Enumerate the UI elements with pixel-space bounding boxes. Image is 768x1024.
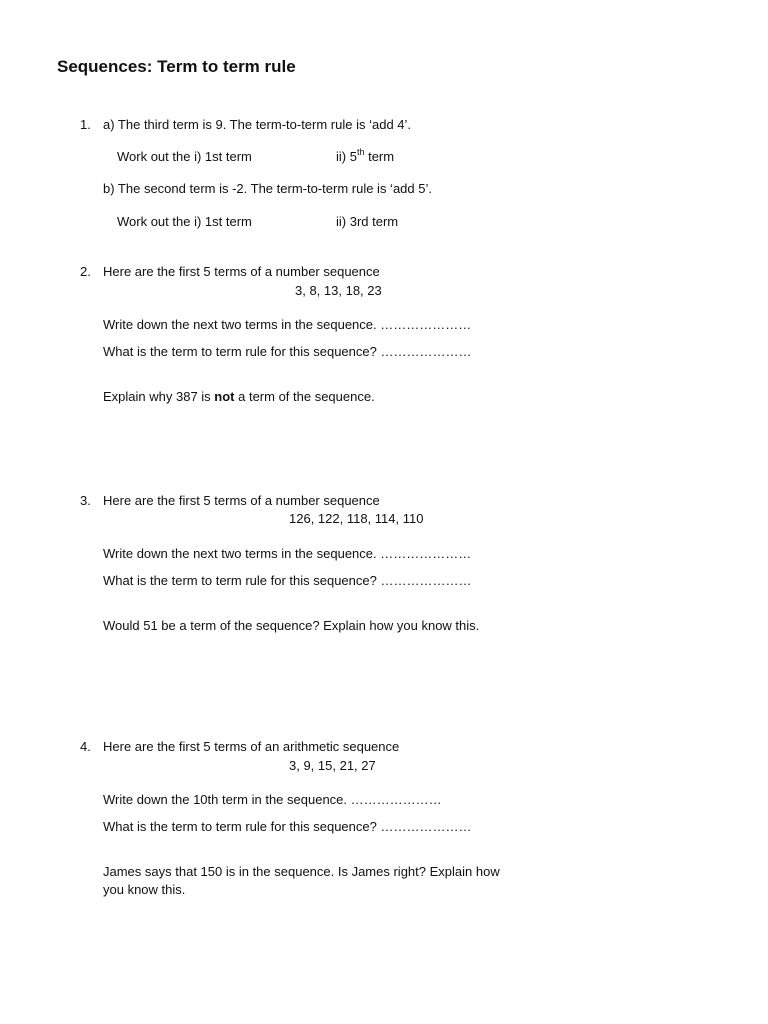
next-terms-prompt: Write down the next two terms in the sequence. ………………… bbox=[103, 546, 472, 561]
rule-prompt: What is the term to term rule for this sequence? ………………… bbox=[103, 819, 472, 834]
question-text: a) The third term is 9. The term-to-term rule is ‘add 4’. bbox=[103, 117, 412, 132]
question-intro: Here are the first 5 terms of an arithmetic sequence bbox=[103, 739, 400, 754]
page-title: Sequences: Term to term rule bbox=[57, 57, 296, 76]
explain-prefix: Explain why 387 is bbox=[103, 389, 215, 404]
explain-prompt: James says that 150 is in the sequence. Is James right? Explain how bbox=[103, 864, 500, 879]
tenth-term-prompt: Write down the 10th term in the sequence. ………………… bbox=[103, 792, 442, 807]
sequence-terms: 126, 122, 118, 114, 110 bbox=[289, 511, 424, 526]
question-number: 2. bbox=[80, 264, 91, 279]
sequence-terms: 3, 8, 13, 18, 23 bbox=[295, 283, 382, 298]
work-out-text: Work out the i) 1st term bbox=[117, 149, 252, 164]
explain-prompt bbox=[103, 389, 375, 405]
part-ii-suffix: term bbox=[364, 149, 395, 164]
question-number: 4. bbox=[80, 739, 91, 754]
part-ii-prefix: ii) 5 bbox=[336, 149, 357, 164]
question-number: 3. bbox=[80, 493, 91, 508]
work-out-text: Work out the i) 1st term bbox=[117, 214, 252, 229]
part-ii-text: ii) 3rd term bbox=[336, 214, 399, 229]
part-ii-text bbox=[336, 146, 395, 165]
explain-prompt: Would 51 be a term of the sequence? Explain how you know this. bbox=[103, 618, 480, 633]
explain-suffix: a term of the sequence. bbox=[234, 389, 375, 404]
rule-prompt: What is the term to term rule for this sequence? ………………… bbox=[103, 344, 472, 359]
question-number: 1. bbox=[80, 117, 91, 132]
explain-prompt-continued: you know this. bbox=[103, 882, 186, 897]
rule-prompt: What is the term to term rule for this sequence? ………………… bbox=[103, 573, 472, 588]
question-text: b) The second term is -2. The term-to-term rule is ‘add 5’. bbox=[103, 181, 432, 196]
question-intro: Here are the first 5 terms of a number sequence bbox=[103, 493, 380, 508]
question-intro: Here are the first 5 terms of a number sequence bbox=[103, 264, 380, 279]
explain-emphasis: not bbox=[214, 389, 235, 404]
next-terms-prompt: Write down the next two terms in the sequence. ………………… bbox=[103, 317, 472, 332]
ordinal-suffix: th bbox=[356, 146, 365, 157]
sequence-terms: 3, 9, 15, 21, 27 bbox=[289, 758, 376, 773]
